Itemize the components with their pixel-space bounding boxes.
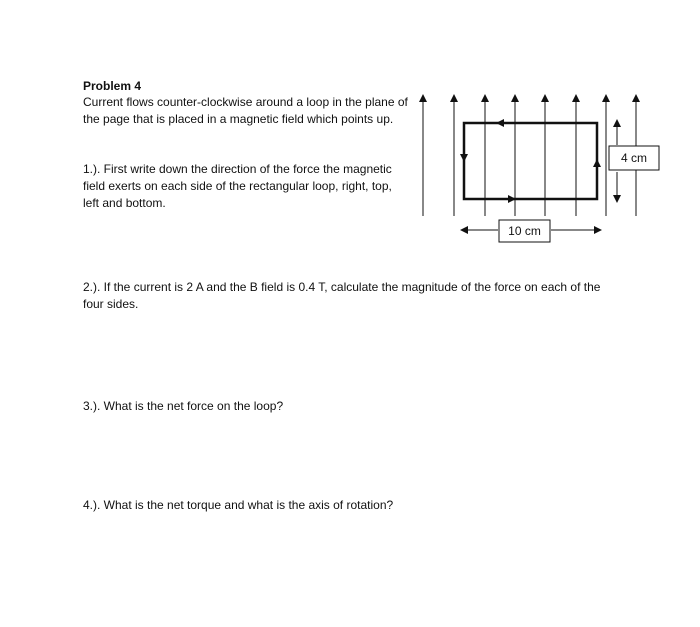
question-1: 1.). First write down the direction of the force the magnetic field exerts on each side of the rectangular loop, right, top, left and bottom.: [83, 162, 392, 210]
problem-intro: Current flows counter-clockwise around a loop in the plane of the page that is placed in a magnetic field which points up.: [83, 95, 408, 126]
question-3: 3.). What is the net force on the loop?: [83, 399, 284, 413]
height-dimension: [609, 123, 659, 199]
question-2: 2.). If the current is 2 A and the B field is 0.4 T, calculate the magnitude of the force on each of the four sides.: [83, 280, 601, 311]
question-4: 4.). What is the net torque and what is the axis of rotation?: [83, 498, 394, 512]
current-loop: [464, 123, 597, 199]
width-dimension: [464, 220, 598, 242]
width-label: 10 cm: [508, 224, 541, 238]
height-label: 4 cm: [620, 151, 648, 165]
current-direction-arrows: [464, 123, 597, 199]
problem-title: Problem 4: [83, 79, 142, 93]
